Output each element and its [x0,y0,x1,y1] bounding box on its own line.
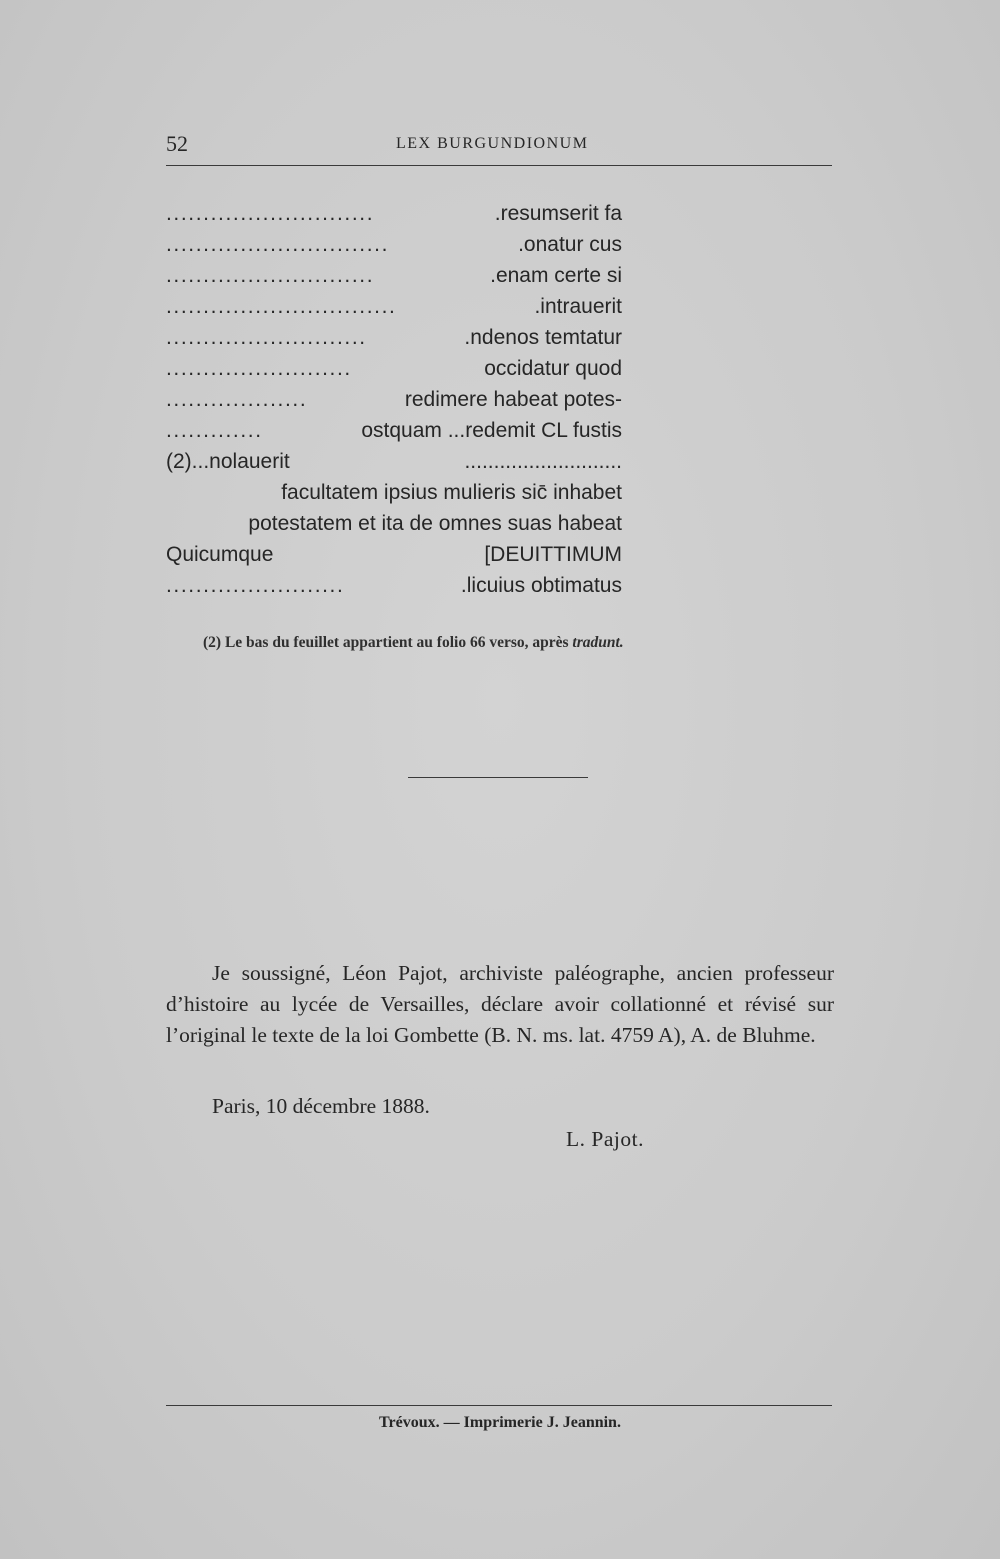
verse-line [166,293,622,321]
verse-text: .onatur cus [518,233,622,256]
attestation [166,958,834,1051]
verse-text: occidatur quod [484,357,622,380]
footnote-text: (2) Le bas du feuillet appartient au folio 66 verso, après [203,634,573,651]
leader-dots: ........................... [166,326,367,349]
verse-text: .resumserit fa [494,202,622,225]
verse-text: .intrauerit [534,295,622,318]
verse-line [166,479,622,507]
header-rule [166,165,832,166]
page-number: 52 [166,131,188,156]
verse-text: facultatem ipsius mulieris sic̄ inhabet [281,481,622,504]
running-title: LEX BURGUNDIONUM [396,135,589,152]
verse-line [166,262,622,290]
verse-line [166,510,622,538]
verse-line [166,200,622,228]
verse-text: potestatem et ita de omnes suas habeat [248,512,622,535]
leader-dots: ............................... [166,295,397,318]
verse-line [166,572,622,600]
verse-text: .licuius obtimatus [460,574,622,597]
verse-line [166,355,622,383]
verse-line [166,448,622,476]
verse-line [166,541,622,569]
verse-text: ostquam ...redemit CL fustis [361,419,622,442]
verse-text: .enam certe si [490,264,622,287]
attestation-paragraph: Je soussigné, Léon Pajot, archiviste paléographe, ancien professeur d’histoire au lycée de Versailles, déclare avoir collationné et révisé sur l’original le texte de la loi Gombette (B. N. ms. lat. 4759 A), A. de Bluhme. [166,961,834,1047]
attestation-date: Paris, 10 décembre 1888. [212,1094,430,1118]
leader-dots: ............................ [166,202,375,225]
verse-line [166,324,622,352]
verse-text: [DEUITTIMUM [484,543,622,566]
leader-dots: ............................ [166,264,375,287]
verse-text: redimere habeat potes- [404,388,622,411]
footnote [203,634,624,652]
leader-dots: ........................ [166,574,345,597]
leader-dots: .............................. [166,233,390,256]
leader-dots: ............. [166,419,263,442]
footnote-italic: tradunt. [572,634,624,651]
verse-line [166,231,622,259]
imprint: Trévoux. — Imprimerie J. Jeannin. [379,1414,621,1431]
leader-dots: ................... [166,388,308,411]
verse-text: .ndenos temtatur [464,326,622,349]
verse-line [166,417,622,445]
section-rule [408,777,588,778]
verse-text: ........................... [464,450,622,473]
footer-rule [166,1405,832,1406]
verse-lead: (2)...nolauerit [166,450,290,473]
verse-lead: Quicumque [166,543,274,566]
verse-line [166,386,622,414]
leader-dots: ......................... [166,357,352,380]
attestation-signature: L. Pajot. [566,1127,644,1151]
